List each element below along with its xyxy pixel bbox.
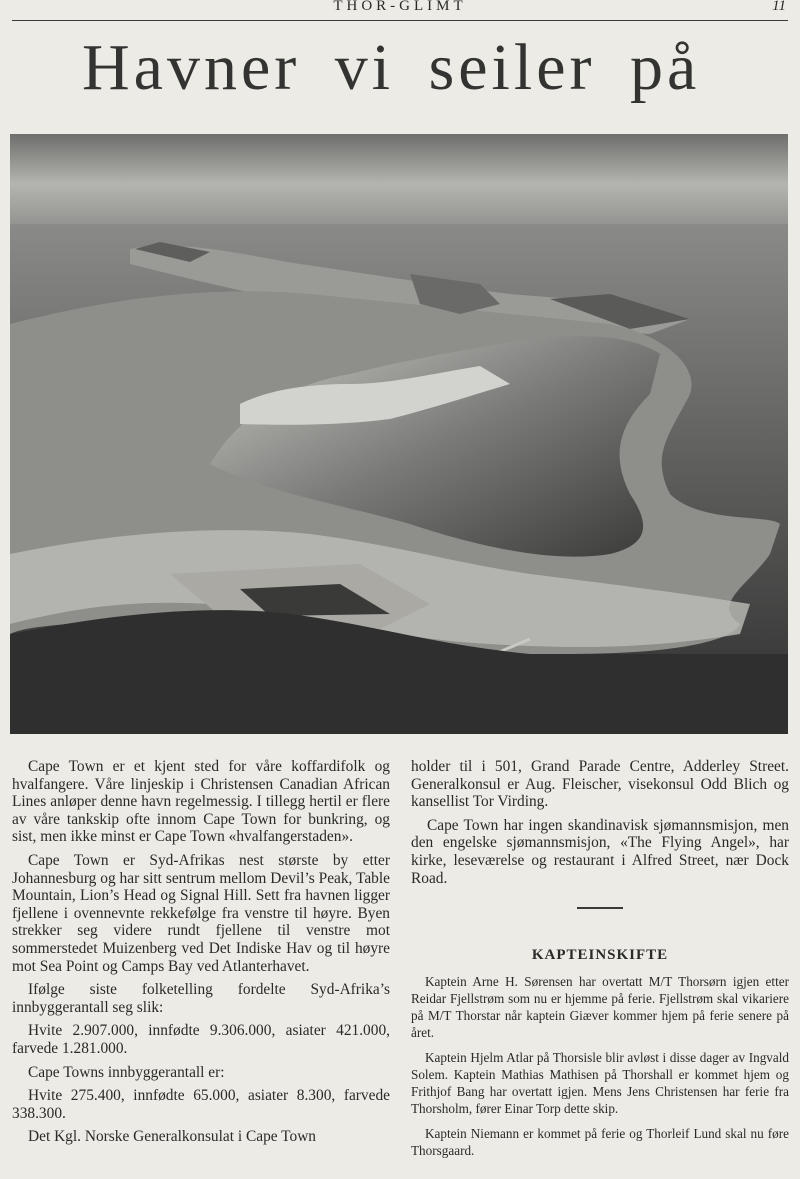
magazine-title: THOR-GLIMT xyxy=(333,0,467,14)
kapteinskifte-heading: KAPTEINSKIFTE xyxy=(531,946,669,963)
kapteinskifte-paragraph: Kaptein Hjelm Atlar på Thorsisle blir avløst i disse dager av Ingvald Solem. Kaptein Mathias Mathisen på Thorshall er kommet hjem og Frithjof Bang har overtatt igjen. Mens Jens Christensen har ferie fra Thorsholm, fører Einar Torp dette skip. xyxy=(411,1049,789,1116)
paragraph-intro: Cape Town er et kjent sted for våre koffardifolk og hvalfangere. Våre linjeskip i Christensen Canadian African Lines anløper denne havn regelmessig. I tillegg hertil er flere av våre tankskip ofte innom Cape Town for bunkring, og sist, men ikke minst er Cape Town «hvalfangerstaden». xyxy=(12,758,390,846)
paragraph-seamans-mission: Cape Town har ingen skandinavisk sjømannsmisjon, men den engelske sjømannsmisjon, «The Flying Angel», har kirke, leseværelse og restaurant i Alfred Street, nær Dock Road. xyxy=(411,816,789,887)
page-header xyxy=(12,0,788,21)
page-number: 11 xyxy=(772,0,786,14)
article-left-column xyxy=(12,758,390,1152)
article-right-column xyxy=(411,758,789,1167)
paragraph-census-intro: Ifølge siste folketelling fordelte Syd-Afrika’s innbyggerantall seg slik: xyxy=(12,981,390,1016)
paragraph-city-figures: Hvite 275.400, innfødte 65.000, asiater 8.300, farvede 338.300. xyxy=(12,1087,390,1122)
paragraph-consulate-continued: holder til i 501, Grand Parade Centre, Adderley Street. Generalkonsul er Aug. Fleischer, visekonsul Odd Blich og kansellist Tor Virding. xyxy=(411,758,789,811)
paragraph-geography: Cape Town er Syd-Afrikas nest største by etter Johannesburg og har sitt sentrum mellom Devil’s Peak, Table Mountain, Lion’s Head og Signal Hill. Sett fra havnen ligger fjellene i ovennevnte rekkefølge fra venstre til høyre. Byen strekker seg videre rundt fjellene til venstre mot sommerstedet Muizenberg ved Det Indiske Hav og til høyre mot Sea Point og Camps Bay ved Atlanterhavet. xyxy=(12,851,390,975)
paragraph-census-figures: Hvite 2.907.000, innfødte 9.306.000, asiater 421.000, farvede 1.281.000. xyxy=(12,1022,390,1057)
kapteinskifte-paragraph: Kaptein Niemann er kommet på ferie og Thorleif Lund skal nu føre Thorsgaard. xyxy=(411,1125,789,1158)
section-divider xyxy=(577,907,623,909)
paragraph-consulate: Det Kgl. Norske Generalkonsulat i Cape Town xyxy=(28,1128,317,1146)
kapteinskifte-paragraph: Kaptein Arne H. Sørensen har overtatt M/T Thorsørn igjen etter Reidar Fjellstrøm som nu er hjemme på ferie. Fjellstrøm skal vikariere på M/T Thorstar når kaptein Giæver kommer hjem på ferie senere på året. xyxy=(411,973,789,1040)
article-headline: Havner vi seiler på xyxy=(82,31,701,104)
aerial-photo-cape-town-icon xyxy=(10,134,788,734)
paragraph-city-intro: Cape Towns innbyggerantall er: xyxy=(28,1063,225,1081)
